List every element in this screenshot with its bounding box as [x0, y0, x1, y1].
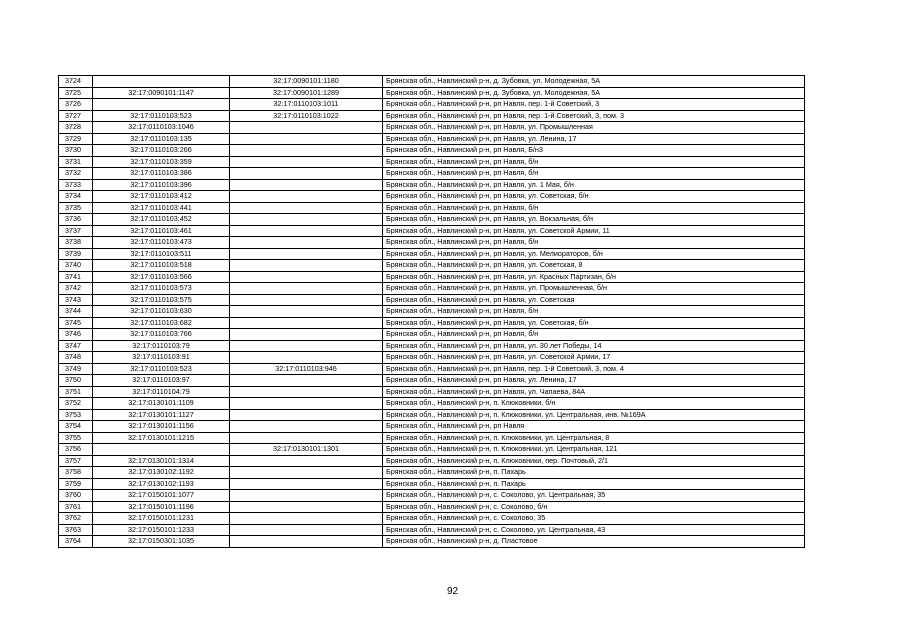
cadastral-number-cell [93, 76, 230, 88]
sub-cadastral-number-cell [230, 317, 383, 329]
row-number-cell: 3728 [59, 122, 93, 134]
address-cell: Брянская обл., Навлинский р-н, рп Навля, ул. Промышленная, б/н [383, 283, 805, 295]
cadastral-number-cell: 32:17:0110103:682 [93, 317, 230, 329]
row-number-cell: 3725 [59, 87, 93, 99]
sub-cadastral-number-cell [230, 156, 383, 168]
cadastral-number-cell: 32:17:0110103:79 [93, 340, 230, 352]
cadastral-number-cell: 32:17:0110104:79 [93, 386, 230, 398]
sub-cadastral-number-cell [230, 179, 383, 191]
table-row [59, 168, 805, 180]
cadastral-number-cell: 32:17:0110103:452 [93, 214, 230, 226]
cadastral-number-cell: 32:17:0110103:575 [93, 294, 230, 306]
cadastral-number-cell: 32:17:0110103:511 [93, 248, 230, 260]
table-row [59, 398, 805, 410]
address-cell: Брянская обл., Навлинский р-н, рп Навля, ул. Советской Армии, 11 [383, 225, 805, 237]
row-number-cell: 3726 [59, 99, 93, 111]
address-cell: Брянская обл., Навлинский р-н, п. Пахарь [383, 478, 805, 490]
address-cell: Брянская обл., Навлинский р-н, рп Навля, ул. Ленина, 17 [383, 133, 805, 145]
address-cell: Брянская обл., Навлинский р-н, рп Навля, ул. Промышленная [383, 122, 805, 134]
address-cell: Брянская обл., Навлинский р-н, рп Навля, ул. 1 Мая, б/н [383, 179, 805, 191]
row-number-cell: 3734 [59, 191, 93, 203]
cadastral-number-cell: 32:17:0110103:518 [93, 260, 230, 272]
table-row [59, 202, 805, 214]
address-cell: Брянская обл., Навлинский р-н, рп Навля, пер. 1-й Советский, 3 [383, 99, 805, 111]
cadastral-number-cell: 32:17:0130102:1193 [93, 478, 230, 490]
row-number-cell: 3732 [59, 168, 93, 180]
row-number-cell: 3741 [59, 271, 93, 283]
row-number-cell: 3762 [59, 513, 93, 525]
row-number-cell: 3731 [59, 156, 93, 168]
row-number-cell: 3738 [59, 237, 93, 249]
sub-cadastral-number-cell: 32:17:0090101:1180 [230, 76, 383, 88]
sub-cadastral-number-cell [230, 271, 383, 283]
row-number-cell: 3735 [59, 202, 93, 214]
cadastral-number-cell: 32:17:0110103:473 [93, 237, 230, 249]
cadastral-number-cell: 32:17:0110103:412 [93, 191, 230, 203]
table-row [59, 317, 805, 329]
row-number-cell: 3751 [59, 386, 93, 398]
row-number-cell: 3729 [59, 133, 93, 145]
address-cell: Брянская обл., Навлинский р-н, рп Навля, ул. Советская, б/н [383, 191, 805, 203]
table-row [59, 271, 805, 283]
row-number-cell: 3733 [59, 179, 93, 191]
cadastral-number-cell: 32:17:0110103:396 [93, 179, 230, 191]
table-row [59, 191, 805, 203]
registry-table-body [59, 76, 805, 548]
sub-cadastral-number-cell [230, 467, 383, 479]
cadastral-number-cell: 32:17:0150101:1196 [93, 501, 230, 513]
address-cell: Брянская обл., Навлинский р-н, рп Навля, ул. Вокзальная, б/н [383, 214, 805, 226]
row-number-cell: 3747 [59, 340, 93, 352]
address-cell: Брянская обл., Навлинский р-н, рп Навля, ул. Ленина, 17 [383, 375, 805, 387]
row-number-cell: 3758 [59, 467, 93, 479]
row-number-cell: 3730 [59, 145, 93, 157]
row-number-cell: 3742 [59, 283, 93, 295]
address-cell: Брянская обл., Навлинский р-н, п. Пахарь [383, 467, 805, 479]
sub-cadastral-number-cell [230, 122, 383, 134]
sub-cadastral-number-cell [230, 329, 383, 341]
table-row [59, 99, 805, 111]
address-cell: Брянская обл., Навлинский р-н, рп Навля, ул. Советской Армии, 17 [383, 352, 805, 364]
row-number-cell: 3755 [59, 432, 93, 444]
row-number-cell: 3749 [59, 363, 93, 375]
row-number-cell: 3727 [59, 110, 93, 122]
sub-cadastral-number-cell [230, 398, 383, 410]
address-cell: Брянская обл., Навлинский р-н, рп Навля, пер. 1-й Советский, 3, пом. 4 [383, 363, 805, 375]
sub-cadastral-number-cell [230, 202, 383, 214]
cadastral-number-cell: 32:17:0110103:441 [93, 202, 230, 214]
cadastral-number-cell: 32:17:0130101:1215 [93, 432, 230, 444]
cadastral-number-cell: 32:17:0150101:1233 [93, 524, 230, 536]
row-number-cell: 3760 [59, 490, 93, 502]
table-row [59, 156, 805, 168]
table-row [59, 294, 805, 306]
address-cell: Брянская обл., Навлинский р-н, рп Навля, б/н [383, 329, 805, 341]
address-cell: Брянская обл., Навлинский р-н, рп Навля, Б/н3 [383, 145, 805, 157]
sub-cadastral-number-cell [230, 237, 383, 249]
table-row [59, 409, 805, 421]
address-cell: Брянская обл., Навлинский р-н, п. Клюковники, ул. Центральная, инв. №169А [383, 409, 805, 421]
cadastral-number-cell: 32:17:0130101:1314 [93, 455, 230, 467]
row-number-cell: 3739 [59, 248, 93, 260]
row-number-cell: 3745 [59, 317, 93, 329]
row-number-cell: 3754 [59, 421, 93, 433]
cadastral-number-cell: 32:17:0130102:1192 [93, 467, 230, 479]
sub-cadastral-number-cell [230, 214, 383, 226]
sub-cadastral-number-cell [230, 501, 383, 513]
sub-cadastral-number-cell [230, 375, 383, 387]
sub-cadastral-number-cell [230, 352, 383, 364]
row-number-cell: 3756 [59, 444, 93, 456]
cadastral-number-cell: 32:17:0110103:135 [93, 133, 230, 145]
sub-cadastral-number-cell [230, 260, 383, 272]
cadastral-number-cell: 32:17:0110103:91 [93, 352, 230, 364]
cadastral-number-cell: 32:17:0110103:630 [93, 306, 230, 318]
sub-cadastral-number-cell [230, 432, 383, 444]
sub-cadastral-number-cell: 32:17:0110103:1011 [230, 99, 383, 111]
table-row [59, 87, 805, 99]
sub-cadastral-number-cell: 32:17:0110103:1022 [230, 110, 383, 122]
table-row [59, 432, 805, 444]
table-row [59, 260, 805, 272]
address-cell: Брянская обл., Навлинский р-н, с. Соколово, 35 [383, 513, 805, 525]
address-cell: Брянская обл., Навлинский р-н, д. Пластовое [383, 536, 805, 548]
table-row [59, 352, 805, 364]
page-number: 92 [446, 586, 459, 597]
address-cell: Брянская обл., Навлинский р-н, рп Навля, б/н [383, 202, 805, 214]
row-number-cell: 3744 [59, 306, 93, 318]
row-number-cell: 3736 [59, 214, 93, 226]
table-row [59, 76, 805, 88]
address-cell: Брянская обл., Навлинский р-н, рп Навля, б/н [383, 168, 805, 180]
row-number-cell: 3759 [59, 478, 93, 490]
cadastral-number-cell [93, 444, 230, 456]
cadastral-number-cell: 32:17:0150101:1077 [93, 490, 230, 502]
cadastral-number-cell: 32:17:0110103:523 [93, 363, 230, 375]
row-number-cell: 3737 [59, 225, 93, 237]
table-row [59, 340, 805, 352]
table-row [59, 524, 805, 536]
address-cell: Брянская обл., Навлинский р-н, п. Клюковники, ул. Центральная, 121 [383, 444, 805, 456]
sub-cadastral-number-cell [230, 513, 383, 525]
cadastral-number-cell [93, 99, 230, 111]
table-row [59, 133, 805, 145]
address-cell: Брянская обл., Навлинский р-н, рп Навля, ул. 30 лет Победы, 14 [383, 340, 805, 352]
row-number-cell: 3753 [59, 409, 93, 421]
table-row [59, 306, 805, 318]
cadastral-number-cell: 32:17:0110103:97 [93, 375, 230, 387]
cadastral-number-cell: 32:17:0110103:461 [93, 225, 230, 237]
address-cell: Брянская обл., Навлинский р-н, п. Клюковники, ул. Центральная, 8 [383, 432, 805, 444]
address-cell: Брянская обл., Навлинский р-н, рп Навля, б/н [383, 156, 805, 168]
table-row [59, 386, 805, 398]
sub-cadastral-number-cell [230, 168, 383, 180]
table-row [59, 513, 805, 525]
sub-cadastral-number-cell [230, 421, 383, 433]
address-cell: Брянская обл., Навлинский р-н, рп Навля [383, 421, 805, 433]
table-row [59, 444, 805, 456]
row-number-cell: 3763 [59, 524, 93, 536]
cadastral-number-cell: 32:17:0150301:1035 [93, 536, 230, 548]
cadastral-number-cell: 32:17:0130101:1156 [93, 421, 230, 433]
cadastral-number-cell: 32:17:0110103:766 [93, 329, 230, 341]
sub-cadastral-number-cell [230, 306, 383, 318]
sub-cadastral-number-cell [230, 409, 383, 421]
address-cell: Брянская обл., Навлинский р-н, рп Навля, ул. Мелиораторов, б/н [383, 248, 805, 260]
sub-cadastral-number-cell [230, 478, 383, 490]
address-cell: Брянская обл., Навлинский р-н, рп Навля, пер. 1-й Советский, 3, пом. 3 [383, 110, 805, 122]
sub-cadastral-number-cell [230, 294, 383, 306]
table-row [59, 214, 805, 226]
cadastral-number-cell: 32:17:0110103:523 [93, 110, 230, 122]
address-cell: Брянская обл., Навлинский р-н, д. Зубовка, ул. Молодежная, 5А [383, 87, 805, 99]
table-row [59, 225, 805, 237]
table-row [59, 467, 805, 479]
table-row [59, 329, 805, 341]
address-cell: Брянская обл., Навлинский р-н, рп Навля, ул. Чапаева, 84А [383, 386, 805, 398]
sub-cadastral-number-cell [230, 490, 383, 502]
table-row [59, 110, 805, 122]
sub-cadastral-number-cell [230, 283, 383, 295]
table-row [59, 145, 805, 157]
sub-cadastral-number-cell: 32:17:0090101:1289 [230, 87, 383, 99]
cadastral-number-cell: 32:17:0130101:1109 [93, 398, 230, 410]
sub-cadastral-number-cell: 32:17:0130101:1301 [230, 444, 383, 456]
row-number-cell: 3743 [59, 294, 93, 306]
table-row [59, 122, 805, 134]
row-number-cell: 3748 [59, 352, 93, 364]
row-number-cell: 3746 [59, 329, 93, 341]
sub-cadastral-number-cell [230, 191, 383, 203]
cadastral-number-cell: 32:17:0110103:573 [93, 283, 230, 295]
row-number-cell: 3761 [59, 501, 93, 513]
sub-cadastral-number-cell [230, 145, 383, 157]
address-cell: Брянская обл., Навлинский р-н, с. Соколово, ул. Центральная, 35 [383, 490, 805, 502]
table-row [59, 490, 805, 502]
address-cell: Брянская обл., Навлинский р-н, д. Зубовка, ул. Молодежная, 5А [383, 76, 805, 88]
table-row [59, 478, 805, 490]
address-cell: Брянская обл., Навлинский р-н, рп Навля, ул. Красных Партизан, б/н [383, 271, 805, 283]
row-number-cell: 3750 [59, 375, 93, 387]
sub-cadastral-number-cell [230, 225, 383, 237]
row-number-cell: 3764 [59, 536, 93, 548]
address-cell: Брянская обл., Навлинский р-н, рп Навля, ул. Советская [383, 294, 805, 306]
cadastral-number-cell: 32:17:0090101:1147 [93, 87, 230, 99]
address-cell: Брянская обл., Навлинский р-н, п. Клюковники, пер. Почтовый, 2/1 [383, 455, 805, 467]
table-row [59, 501, 805, 513]
sub-cadastral-number-cell [230, 248, 383, 260]
sub-cadastral-number-cell [230, 386, 383, 398]
row-number-cell: 3757 [59, 455, 93, 467]
table-row [59, 421, 805, 433]
cadastral-number-cell: 32:17:0110103:386 [93, 168, 230, 180]
cadastral-number-cell: 32:17:0110103:1046 [93, 122, 230, 134]
sub-cadastral-number-cell [230, 133, 383, 145]
property-registry-table [58, 75, 805, 548]
cadastral-number-cell: 32:17:0110103:266 [93, 145, 230, 157]
cadastral-number-cell: 32:17:0150101:1231 [93, 513, 230, 525]
address-cell: Брянская обл., Навлинский р-н, рп Навля, б/н [383, 237, 805, 249]
address-cell: Брянская обл., Навлинский р-н, с. Соколово, ул. Центральная, 43 [383, 524, 805, 536]
table-row [59, 536, 805, 548]
sub-cadastral-number-cell [230, 455, 383, 467]
table-row [59, 363, 805, 375]
address-cell: Брянская обл., Навлинский р-н, с. Соколово, б/н [383, 501, 805, 513]
sub-cadastral-number-cell [230, 524, 383, 536]
address-cell: Брянская обл., Навлинский р-н, п. Клюковники, б/н [383, 398, 805, 410]
table-row [59, 237, 805, 249]
table-row [59, 283, 805, 295]
address-cell: Брянская обл., Навлинский р-н, рп Навля, ул. Советская, 8 [383, 260, 805, 272]
cadastral-number-cell: 32:17:0110103:566 [93, 271, 230, 283]
sub-cadastral-number-cell [230, 536, 383, 548]
table-row [59, 455, 805, 467]
cadastral-number-cell: 32:17:0130101:1127 [93, 409, 230, 421]
table-row [59, 179, 805, 191]
row-number-cell: 3740 [59, 260, 93, 272]
table-row [59, 375, 805, 387]
address-cell: Брянская обл., Навлинский р-н, рп Навля, б/н [383, 306, 805, 318]
table-row [59, 248, 805, 260]
sub-cadastral-number-cell [230, 340, 383, 352]
sub-cadastral-number-cell: 32:17:0110103:946 [230, 363, 383, 375]
cadastral-number-cell: 32:17:0110103:359 [93, 156, 230, 168]
row-number-cell: 3724 [59, 76, 93, 88]
row-number-cell: 3752 [59, 398, 93, 410]
address-cell: Брянская обл., Навлинский р-н, рп Навля, ул. Советская, б/н [383, 317, 805, 329]
